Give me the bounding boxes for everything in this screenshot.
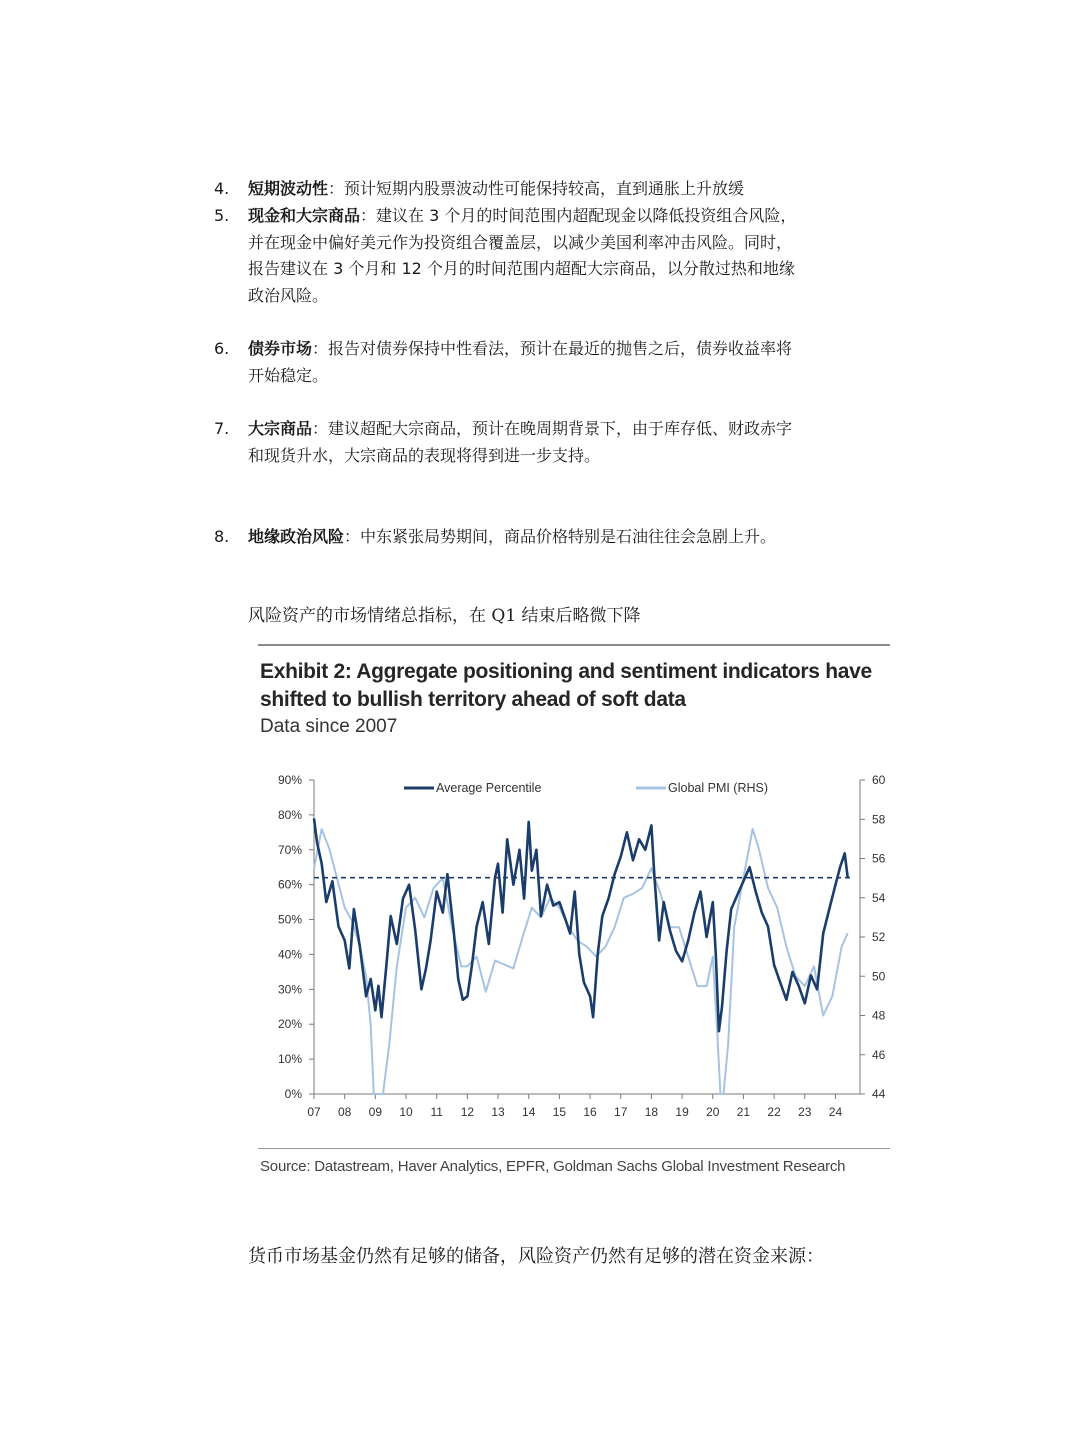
x-tick-label: 19 [675,1105,689,1119]
y-left-tick-label: 90% [277,773,302,787]
x-tick-label: 14 [522,1105,536,1119]
y-left-tick-label: 80% [277,807,302,822]
bottom-caption: 货币市场基金仍然有足够的储备，风险资产仍然有足够的潜在资金来源： [248,1246,824,1267]
x-tick-label: 21 [736,1105,751,1119]
x-tick-label: 15 [552,1105,567,1119]
x-tick-label: 10 [399,1105,413,1119]
line-chart [258,768,898,1128]
y-right-tick-label: 56 [872,851,886,866]
y-right-tick-label: 58 [872,812,886,827]
y-right-tick-label: 48 [872,1008,886,1023]
x-tick-label: 12 [460,1105,475,1119]
legend-label-global-pmi: Global PMI (RHS) [668,781,769,795]
exhibit-bottom-rule [258,1148,890,1149]
list-item-8 [214,524,904,551]
list-number: 8. [214,527,230,546]
list-text: 报告对债券保持中性看法，预计在最近的抛售之后，债券收益率将 [328,339,793,358]
exhibit-source: Source: Datastream, Haver Analytics, EPFR, Goldman Sachs Global Investment Research [260,1158,846,1175]
y-right-tick-label: 46 [872,1047,886,1062]
list-text: 开始稳定。 [248,365,329,385]
exhibit-title [260,658,880,714]
list-separator: ： [344,527,361,546]
list-text: 建议超配大宗商品，预计在晚周期背景下，由于库存低、财政赤字 [328,419,793,438]
list-text: 和现货升水，大宗商品的表现将得到进一步支持。 [248,445,601,465]
x-tick-label: 09 [368,1105,383,1119]
list-item-7 [214,416,904,469]
y-right-tick-label: 54 [872,890,886,905]
exhibit-subtitle: Data since 2007 [260,716,398,737]
list-item-6 [214,336,904,389]
x-tick-label: 18 [644,1105,659,1119]
x-tick-label: 08 [337,1105,352,1119]
list-separator: ： [328,179,345,198]
x-tick-label: 22 [767,1105,781,1119]
list-item-4 [214,176,904,203]
x-tick-label: 24 [828,1105,843,1119]
list-number: 7. [214,419,230,438]
y-left-tick-label: 40% [277,947,302,962]
y-left-tick-label: 60% [277,877,302,892]
y-left-tick-label: 70% [277,842,302,857]
y-right-tick-label: 44 [872,1087,886,1101]
y-right-tick-label: 52 [872,930,886,944]
list-item-5 [214,203,904,309]
list-term: 现金和大宗商品 [248,206,361,225]
list-number: 4. [214,179,230,198]
list-number: 6. [214,339,230,358]
list-term: 债券市场 [248,339,313,358]
list-text: 中东紧张局势期间，商品价格特别是石油往往会急剧上升。 [360,527,777,546]
x-tick-label: 07 [307,1105,321,1119]
list-number: 5. [214,206,230,225]
y-right-tick-label: 60 [872,773,886,787]
y-left-tick-label: 30% [277,982,302,997]
list-term: 大宗商品 [248,419,313,438]
exhibit-title-line-1: Exhibit 2: Aggregate positioning and sentiment indicators have [260,660,872,683]
exhibit-top-rule [258,644,890,646]
y-right-tick-label: 50 [872,969,886,984]
chart-caption: 风险资产的市场情绪总指标，在 Q1 结束后略微下降 [248,606,641,626]
x-tick-label: 17 [614,1105,628,1119]
list-text: 报告建议在 3 个月和 12 个月的时间范围内超配大宗商品，以分散过热和地缘 [248,259,795,278]
x-tick-label: 13 [491,1105,505,1119]
x-tick-label: 23 [798,1105,812,1119]
y-left-tick-label: 50% [277,912,302,927]
list-text: 政治风险。 [248,285,329,305]
list-text: 并在现金中偏好美元作为投资组合覆盖层，以减少美国利率冲击风险。同时， [248,232,793,252]
y-left-tick-label: 10% [277,1052,302,1067]
legend-label-average-percentile: Average Percentile [436,781,542,795]
list-term: 短期波动性 [248,179,329,198]
list-text: 预计短期内股票波动性可能保持较高，直到通胀上升放缓 [344,179,745,198]
x-tick-label: 20 [706,1105,720,1119]
x-tick-label: 11 [430,1105,443,1119]
list-separator: ： [312,419,329,438]
y-left-tick-label: 0% [284,1087,302,1101]
list-separator: ： [312,339,329,358]
list-term: 地缘政治风险 [248,527,345,546]
list-separator: ： [360,206,377,225]
x-tick-label: 16 [583,1105,597,1119]
y-left-tick-label: 20% [277,1017,302,1032]
exhibit-title-line-2: shifted to bullish territory ahead of soft data [260,688,686,711]
list-text: 建议在 3 个月的时间范围内超配现金以降低投资组合风险， [376,206,797,225]
